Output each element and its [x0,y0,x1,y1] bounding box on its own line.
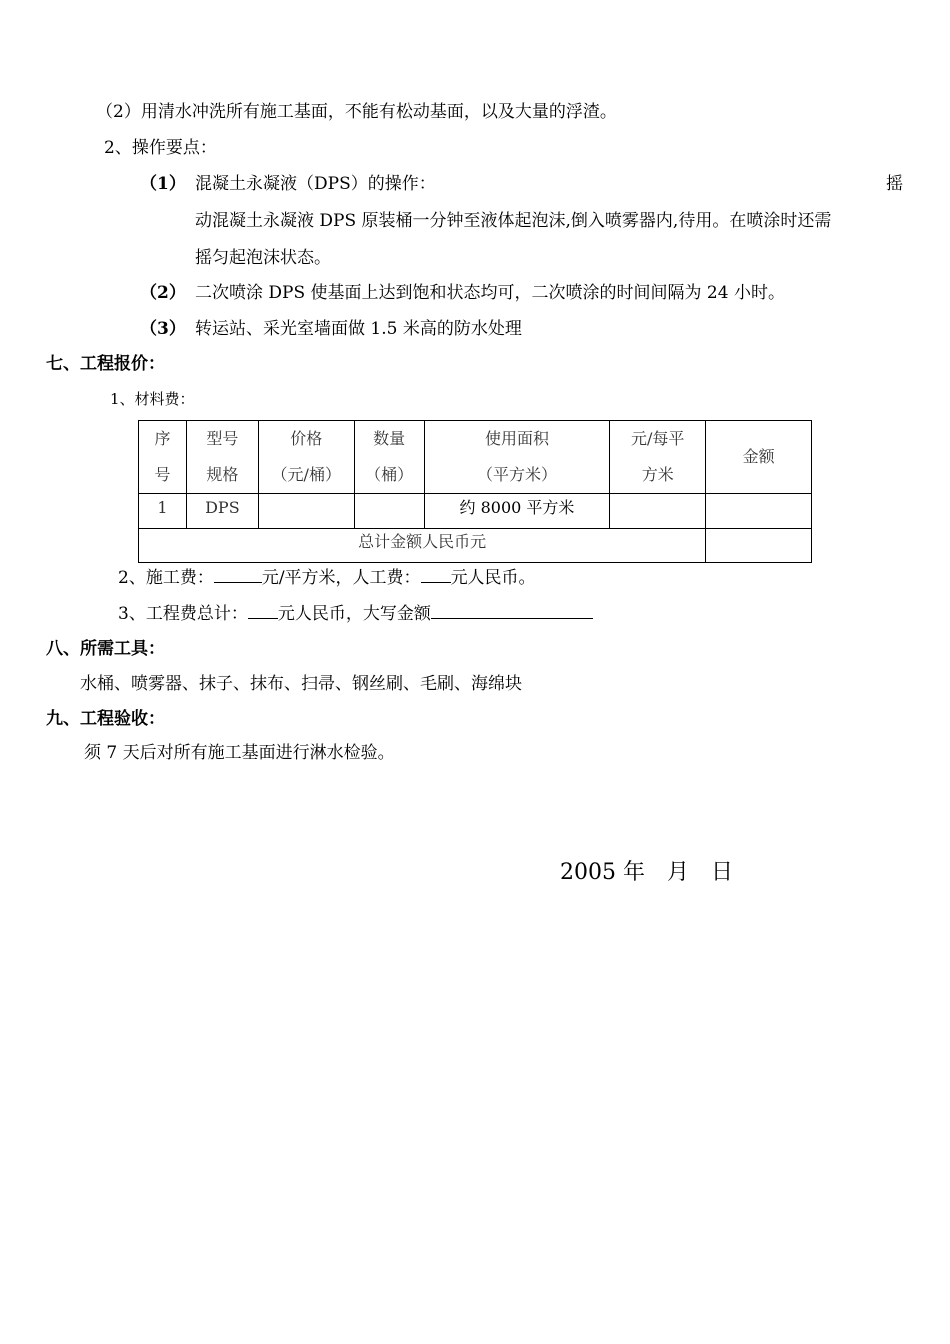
point-2-text: 二次喷涂 DPS 使基面上达到饱和状态均可，二次喷涂的时间间隔为 24 小时。 [195,283,785,303]
point-1-line-2: 动混凝土永凝液 DPS 原装桶一分钟至液体起泡沫,倒入喷雾器内,待用。在喷涂时还需 [195,211,832,231]
header-area: 使用面积 （平方米） [424,421,610,494]
total-fee-line: 3、工程费总计： 元人民币，大写金额 [118,602,593,625]
header-amount: 金额 [706,421,812,494]
point-1-number: （1） [140,174,186,194]
total-value [706,529,812,563]
table-total-row [139,529,812,563]
amount-in-words-blank [431,602,593,619]
acceptance-text: 须 7 天后对所有施工基面进行淋水检验。 [84,743,395,763]
cell-seq: 1 [139,494,187,529]
header-price: 价格 （元/桶） [258,421,354,494]
section-9-title: 九、工程验收： [46,709,165,729]
point-3-number: （3） [140,319,186,339]
cell-quantity [354,494,424,529]
material-fee-table [138,420,812,563]
point-2-number: （2） [140,283,186,303]
point-1-line-3: 摇匀起泡沫状态。 [195,248,331,268]
operation-points-heading: 2、操作要点： [104,138,217,158]
cell-amount [706,494,812,529]
header-seq: 序 号 [139,421,187,494]
rinse-instruction: （2）用清水冲洗所有施工基面，不能有松动基面，以及大量的浮渣。 [96,102,617,122]
header-unit-price: 元/每平 方米 [610,421,706,494]
construction-fee-line: 2、施工费： 元/平方米，人工费： 元人民币。 [118,568,536,588]
point-1-title: 混凝土永凝液（DPS）的操作： [195,174,436,194]
section-7-title: 七、工程报价： [46,354,165,374]
table-header-row [139,421,812,494]
cell-area: 约 8000 平方米 [424,494,610,529]
cell-model: DPS [186,494,258,529]
total-label: 总计金额人民币元 [139,529,706,563]
cell-price [258,494,354,529]
point-1-wrap-char: 摇 [886,174,903,194]
total-fee-blank [248,602,278,619]
tools-list: 水桶、喷雾器、抹子、抹布、扫帚、钢丝刷、毛刷、海绵块 [80,674,522,694]
construction-fee-blank [214,566,262,583]
cell-unit-price [610,494,706,529]
point-3-text: 转运站、采光室墙面做 1.5 米高的防水处理 [195,319,522,339]
date-line: 2005 年 月 日 [560,860,733,885]
header-model: 型号 规格 [186,421,258,494]
material-fee-label: 1、材料费： [110,390,195,408]
table-row [139,494,812,529]
labor-fee-blank [421,566,451,583]
section-8-title: 八、所需工具： [46,639,165,659]
header-quantity: 数量 （桶） [354,421,424,494]
